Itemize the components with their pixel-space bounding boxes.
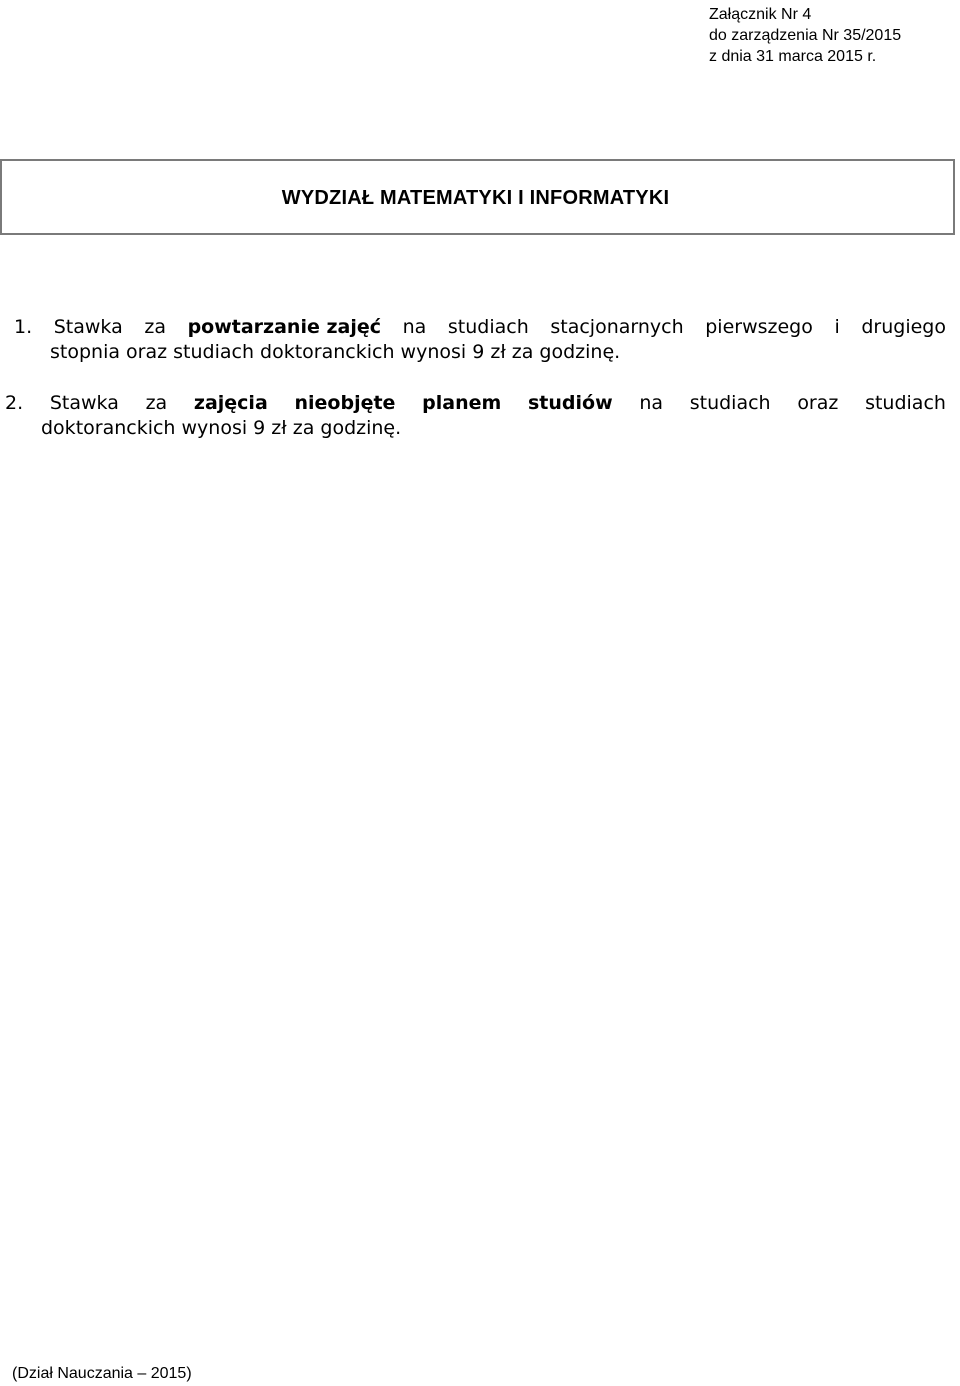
rate-item-2-line-2: doktoranckich wynosi 9 zł za godzinę. xyxy=(41,417,402,439)
rate-item-1-line-1 xyxy=(14,315,946,340)
item-word: pierwszego xyxy=(705,316,813,338)
rate-item-1 xyxy=(14,315,946,365)
footer-note: (Dział Nauczania – 2015) xyxy=(12,1365,192,1382)
attachment-number: Załącznik Nr 4 xyxy=(709,6,812,23)
item-word: na xyxy=(402,316,427,338)
item-word: Stawka xyxy=(53,316,123,338)
item-word: za xyxy=(144,316,166,338)
item-emphasis: planem xyxy=(422,392,502,414)
item-word: na xyxy=(639,392,664,414)
attachment-note xyxy=(709,4,901,67)
item-emphasis: zajęcia xyxy=(193,392,268,414)
item-word: studiach xyxy=(447,316,529,338)
item-word: studiach xyxy=(865,392,946,414)
item-word: i xyxy=(834,316,840,338)
regulation-date: z dnia 31 marca 2015 r. xyxy=(709,48,877,65)
item-word: stacjonarnych xyxy=(550,316,684,338)
item-emphasis: nieobjęte xyxy=(294,392,396,414)
faculty-title: WYDZIAŁ MATEMATYKI I INFORMATYKI xyxy=(281,186,670,209)
item-word: drugiego xyxy=(861,316,946,338)
rate-item-2-line-1 xyxy=(5,391,946,416)
item-number: 2. xyxy=(5,392,24,414)
item-word: za xyxy=(145,392,168,414)
item-word: Stawka xyxy=(49,392,119,414)
regulation-reference: do zarządzenia Nr 35/2015 xyxy=(709,27,902,44)
item-emphasis: studiów xyxy=(528,392,613,414)
rate-item-2 xyxy=(5,391,946,441)
item-number: 1. xyxy=(14,316,33,338)
item-emphasis: powtarzanie zajęć xyxy=(187,316,382,338)
faculty-title-box xyxy=(0,159,955,235)
rate-item-1-line-2: stopnia oraz studiach doktoranckich wynosi 9 zł za godzinę. xyxy=(50,341,621,363)
item-word: oraz xyxy=(797,392,839,414)
item-word: studiach xyxy=(689,392,771,414)
